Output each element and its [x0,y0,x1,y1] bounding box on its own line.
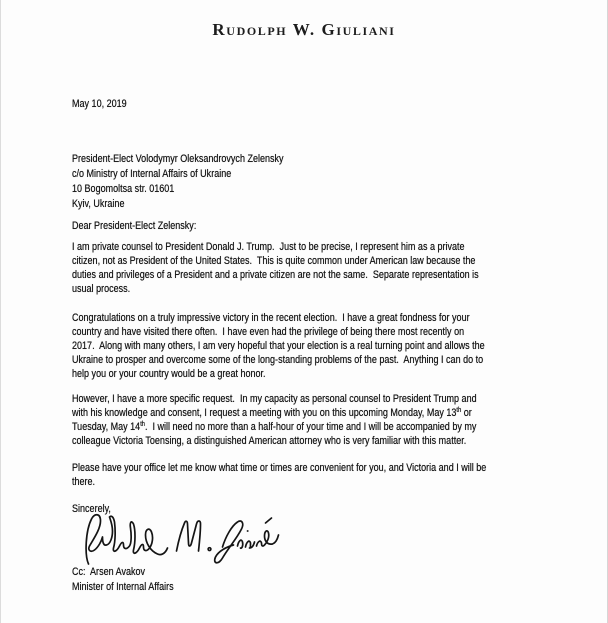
salutation: Dear President-Elect Zelensky: [72,220,197,232]
body-line: I am private counsel to President Donald J. Trump. Just to be precise, I represent him as a private [72,241,465,253]
signature-image [77,511,282,569]
superscript-ordinal: th [140,421,145,428]
paragraph-2 [72,311,485,381]
letterhead-name: Rudolph W. Giuliani [212,20,396,39]
body-line: 2017. Along with many others, I am very hopeful that your election is a real turning point and allows the [72,340,485,352]
closing: Sincerely, [72,503,111,515]
paragraph-1 [72,240,479,296]
body-line: duties and privileges of a President and a private citizen are not the same. Separate representation is [72,269,479,281]
body-line: colleague Victoria Toensing, a distinguished American attorney who is very familiar with this matter. [72,435,467,447]
letter-date: May 10, 2019 [72,98,127,110]
recipient-line: Kyiv, Ukraine [72,198,125,210]
recipient-line: 10 Bogomoltsa str. 01601 [72,183,175,195]
body-line: However, I have a more specific request. In my capacity as personal counsel to President Trump and [72,393,477,405]
superscript-ordinal: th [456,407,462,414]
cc-line: Cc: Arsen Avakov [72,566,146,578]
body-line: there. [72,476,96,488]
cc-block [72,565,174,595]
body-line: usual process. [72,283,131,295]
paragraph-3 [72,392,477,448]
body-line: citizen, not as President of the United States. This is quite common under American law because the [72,255,476,267]
body-line: help you or your country would be a great honor. [72,368,266,380]
cc-line: Minister of Internal Affairs [72,581,174,593]
body-text: . I will need no more than a half-hour of your time and I will be accompanied by my [144,421,477,433]
body-line: Congratulations on a truly impressive victory in the recent election. I have a great fondness for your [72,312,470,324]
body-line: country and have visited there often. I have even had the privilege of being there most recently on [72,326,465,338]
body-line [72,406,477,420]
body-text: or [461,407,472,419]
body-text: Tuesday, May 14 [72,421,141,433]
body-text: with his knowledge and consent, I request a meeting with you on this upcoming Monday, May 13 [72,407,457,419]
recipient-line: President-Elect Volodymyr Oleksandrovych Zelensky [72,153,284,165]
paragraph-4 [72,461,486,489]
recipient-line: c/o Ministry of Internal Affairs of Ukraine [72,168,232,180]
body-line: Please have your office let me know what time or times are convenient for you, and Victoria and I will be [72,462,487,474]
recipient-address [72,152,284,212]
body-line: Ukraine to prosper and overcome some of the long-standing problems of the past. Anything I can do to [72,354,484,366]
body-line [72,420,477,434]
